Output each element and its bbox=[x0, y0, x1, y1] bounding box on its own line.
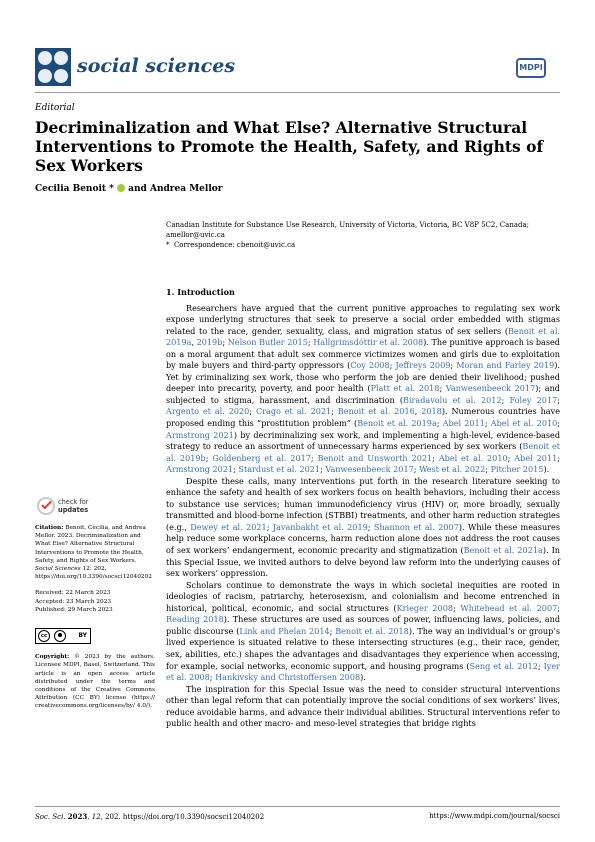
author-conjunction: and bbox=[125, 184, 150, 194]
article-title: Decriminalization and What Else? Alternative Structural Interventions to Promote the Health, Safety, and Rights of Sex Workers bbox=[35, 118, 544, 175]
paragraph-text: ; bbox=[389, 360, 396, 371]
author-list bbox=[35, 184, 223, 194]
affiliation-line: Canadian Institute for Substance Use Research, University of Victoria, Victoria, BC V8P 5C2, Canada; bbox=[166, 221, 530, 229]
copyright-block: Copyright: © 2023 by the authors. Licensee MDPI, Basel, Switzerland. This article is an open access article distributed under the terms and conditions of the Creative Commons Attribution (CC BY) license (https:// creativecommons.org/licenses/by/ 4.0/). bbox=[35, 654, 155, 710]
section-heading: 1. Introduction bbox=[166, 287, 235, 297]
header-divider bbox=[35, 92, 560, 93]
paragraph-text: ; bbox=[484, 418, 491, 429]
paragraph-text: ; bbox=[320, 464, 326, 475]
received-date: Received: 22 March 2023 bbox=[35, 590, 111, 597]
citation-link[interactable]: Jeffreys 2009 bbox=[395, 360, 451, 371]
paragraph-text: ); and subjected to stigma, harassment, and discrimination ( bbox=[166, 383, 560, 405]
article-type: Editorial bbox=[35, 103, 75, 113]
citation-link[interactable]: 2019b bbox=[196, 337, 223, 348]
paragraph-text: ; bbox=[222, 337, 228, 348]
paragraph-text: ). The way an individual’s or group’s lived experience is situated relative to these intersecting structures (e.g., their race, gender, sex, abilities, etc.) shapes the advantages and disadvantages they experience when accessing, for example, social networks, economic support, and housing programs ( bbox=[166, 625, 561, 671]
citation-link[interactable]: Benoit and Unsworth 2021 bbox=[317, 452, 433, 463]
published-date: Published: 29 March 2023 bbox=[35, 606, 113, 613]
journal-logo bbox=[35, 48, 71, 86]
paragraph-text: ; bbox=[501, 394, 510, 405]
citation-link[interactable]: Moran and Farley 2019 bbox=[456, 360, 555, 371]
check-updates-label: check for updates bbox=[58, 498, 89, 514]
citation-link[interactable]: Armstrong 2021 bbox=[166, 429, 234, 440]
citation-link[interactable]: Seng et al. 2012 bbox=[469, 660, 538, 671]
paragraph-text: ; bbox=[453, 602, 461, 613]
paragraph-text: ; bbox=[266, 521, 273, 532]
citation-link[interactable]: Armstrong 2021 bbox=[166, 464, 234, 475]
author-name[interactable]: Andrea Mellor bbox=[149, 184, 223, 194]
citation-link[interactable]: Whitehead et al. 2007 bbox=[460, 602, 558, 613]
citation-link[interactable]: Krieger 2008 bbox=[396, 602, 454, 613]
citation-link[interactable]: Benoit et al. 2016 bbox=[337, 406, 415, 417]
citation-link[interactable]: Javanbakht et al. 2019 bbox=[272, 521, 368, 532]
paragraph-text: ; bbox=[307, 337, 314, 348]
paragraph-text: ). bbox=[543, 464, 550, 475]
paragraph-text: ; bbox=[450, 360, 457, 371]
cc-by-license-badge[interactable]: cc BY bbox=[35, 628, 91, 644]
paragraph-text: ; bbox=[557, 418, 560, 429]
body-paragraph bbox=[166, 476, 560, 580]
citation-link[interactable]: Coy 2008 bbox=[350, 360, 390, 371]
mdpi-logo-text: MDPI bbox=[519, 63, 543, 72]
paragraph-text: Despite these calls, many interventions put forth in the research literature seeking to enhance the safety and health of sex workers focus on health behaviors, including their access to substance use services; human immunodeficiency virus (HIV) or, more broadly, sexually transmitted and blood-borne infection (STBBI) treatments, and other harm reduction strategies (e.g., bbox=[166, 475, 560, 532]
paragraph-text: ). In this Special Issue, we invited authors to delve beyond law reform into the underlying causes of sex workers’ oppression. bbox=[166, 545, 560, 579]
citation-link[interactable]: Platt et al. 2018 bbox=[370, 383, 440, 394]
paragraph-text: ; bbox=[367, 521, 374, 532]
citation-link[interactable]: Vanwesenbeeck 2017 bbox=[325, 464, 414, 475]
author-name[interactable]: Cecilia Benoit * bbox=[35, 184, 114, 194]
citation-link[interactable]: Abel 2011 bbox=[514, 452, 558, 463]
affiliation-email[interactable]: amellor@uvic.ca bbox=[166, 231, 225, 239]
citation-link[interactable]: Hankivsky and Christoffersen 2008 bbox=[215, 672, 361, 683]
paragraph-text: ; bbox=[557, 602, 560, 613]
citation-block: Citation: Benoit, Cecilia, and Andrea Mellor. 2023. Decriminalization and What Else? Alternative Structural Interventions to Promote the Health, Safety, and Rights of Sex Workers. Social Sciences 12: 202. https://doi.org/10.3390/socsci12040202 bbox=[35, 525, 152, 581]
paragraph-text: ). While these measures help reduce some workplace concerns, harm reduction alone does not address the root causes of sex workers’ endangerment, economic precarity and stigmatization ( bbox=[166, 521, 560, 556]
correspondence: * Correspondence: cbenoit@uvic.ca bbox=[166, 241, 296, 249]
paragraph-text: ). bbox=[360, 672, 366, 683]
footer-divider bbox=[35, 806, 560, 807]
citation-link[interactable]: Abel et al. 2010 bbox=[438, 452, 508, 463]
citation-link[interactable]: Shannon et al. 2007 bbox=[373, 521, 459, 532]
paragraph-text: ). The punitive approach is based on a moral argument that adult sex commerce victimizes women and girls due to exploitation by male buyers and third-party oppressors ( bbox=[166, 337, 560, 371]
journal-name: social sciences bbox=[77, 55, 236, 77]
citation-link[interactable]: Foley 2017 bbox=[509, 394, 558, 405]
citation-link[interactable]: Abel 2011 bbox=[442, 418, 485, 429]
citation-link[interactable]: Pitcher 2015 bbox=[490, 464, 544, 475]
paragraph-text: ; bbox=[329, 625, 336, 636]
orcid-icon[interactable] bbox=[117, 184, 125, 192]
check-updates-icon bbox=[37, 497, 55, 515]
check-for-updates-badge[interactable] bbox=[37, 497, 97, 517]
citation-link[interactable]: Reading 2018 bbox=[166, 614, 224, 625]
paragraph-text: ; bbox=[233, 464, 239, 475]
paragraph-text: ; bbox=[413, 464, 420, 475]
accepted-date: Accepted: 23 March 2023 bbox=[35, 598, 112, 605]
paragraph-text: The inspiration for this Special Issue was the need to consider structural interventions other than legal reform that can potentially improve the social conditions of sex workers’ lives, reduce avoidable harms, and advance their individual abilities. Structural interventions refer to public health and other macro- and meso-level strategies that bridge rights bbox=[166, 683, 560, 729]
paragraph-text: , bbox=[414, 406, 422, 417]
paragraphs bbox=[166, 303, 560, 730]
citation-link[interactable]: 2018 bbox=[421, 406, 442, 417]
paragraph-text: ; bbox=[557, 452, 560, 463]
citation-link[interactable]: Benoit et al. 2019a bbox=[357, 418, 437, 429]
paragraph-text: ; bbox=[507, 452, 515, 463]
affiliations bbox=[166, 220, 556, 250]
citation-link[interactable]: Dewey et al. 2021 bbox=[190, 521, 267, 532]
paragraph-text: ; bbox=[436, 418, 443, 429]
paragraph-text: , bbox=[191, 337, 197, 348]
body-paragraph bbox=[166, 684, 560, 730]
paragraph-text: ; bbox=[557, 394, 560, 405]
citation-link[interactable]: Iyer et al. 2008 bbox=[166, 660, 560, 683]
citation-link[interactable]: Abel et al. 2010 bbox=[490, 418, 558, 429]
paragraph-text: ; bbox=[537, 660, 544, 671]
citation-link[interactable]: Vanwesenbeeck 2017 bbox=[445, 383, 536, 394]
footer-citation: Soc. Sci. 2023, 12, 202. https://doi.org/10.3390/socsci12040202 bbox=[35, 812, 265, 821]
paragraph-text: ; bbox=[205, 452, 213, 463]
citation-link[interactable]: Nelson Butler 2015 bbox=[227, 337, 308, 348]
footer-journal-url[interactable]: https://www.mdpi.com/journal/socsci bbox=[429, 812, 560, 820]
citation-link[interactable]: Stardust et al. 2021 bbox=[238, 464, 321, 475]
paragraph-text: Scholars continue to demonstrate the ways in which societal inequities are rooted in ideologies of racism, patriarchy, heterosexism, and colonialism and become entrenched in historical, political, economic, and social structures ( bbox=[166, 579, 560, 613]
body-paragraph bbox=[166, 303, 560, 476]
citation-link[interactable]: Goldenberg et al. 2017 bbox=[212, 452, 311, 463]
attribution-icon bbox=[54, 630, 66, 642]
paragraph-text: ; bbox=[485, 464, 491, 475]
citation-link[interactable]: Link and Phelan 2014 bbox=[239, 625, 330, 636]
paragraph-text: ; bbox=[331, 406, 338, 417]
paragraph-text: ) by decriminalizing sex work, and implementing a high-level, evidence-based strategy to reduce an assortment of unnecessary harms experienced by sex workers ( bbox=[166, 429, 560, 452]
paragraph-text: ; bbox=[209, 672, 216, 683]
paragraph-text: ; bbox=[310, 452, 318, 463]
citation-link[interactable]: Hallgrimsdóttir et al. 2008 bbox=[313, 337, 424, 348]
creative-commons-icon: cc bbox=[38, 630, 50, 642]
paragraph-text: ; bbox=[439, 383, 446, 394]
citation-link[interactable]: Argento et al. 2020 bbox=[166, 406, 250, 417]
body-paragraph bbox=[166, 580, 560, 684]
article-sidebar bbox=[35, 524, 155, 711]
citation-link[interactable]: Benoit et al. 2019a bbox=[166, 325, 560, 348]
paragraph-text: ). Numerous countries have proposed ending this “prostitution problem” ( bbox=[166, 406, 560, 429]
paragraph-text: ). These structures are used as sources of power, influencing laws, policies, and public discourse ( bbox=[166, 614, 560, 636]
citation-link[interactable]: Crago et al. 2021 bbox=[255, 406, 332, 417]
citation-link[interactable]: Biradavolu et al. 2012 bbox=[403, 394, 502, 405]
paragraph-text: ). Yet by criminalizing sex work, those who perform the job are denied their livelihood; pushed deeper into precarity, poverty, and poor health ( bbox=[166, 360, 560, 394]
citation-link[interactable]: Benoit et al. 2019b bbox=[166, 441, 561, 463]
citation-link[interactable]: West et al. 2022 bbox=[419, 464, 486, 475]
paragraph-text: ; bbox=[249, 406, 256, 417]
paragraph-text: ; bbox=[432, 452, 439, 463]
citation-link[interactable]: Benoit et al. 2018 bbox=[335, 625, 409, 636]
paragraph-text: Researchers have argued that the current punitive approaches to regulating sex work expose underlying structures that seek to preserve a social order embedded with stigmas related to the race, gender, sexuality, class, and migration status of sex sellers ( bbox=[166, 302, 560, 336]
mdpi-logo[interactable] bbox=[516, 58, 546, 78]
citation-link[interactable]: Benoit et al. 2021a bbox=[463, 545, 543, 556]
main-text bbox=[166, 287, 560, 730]
